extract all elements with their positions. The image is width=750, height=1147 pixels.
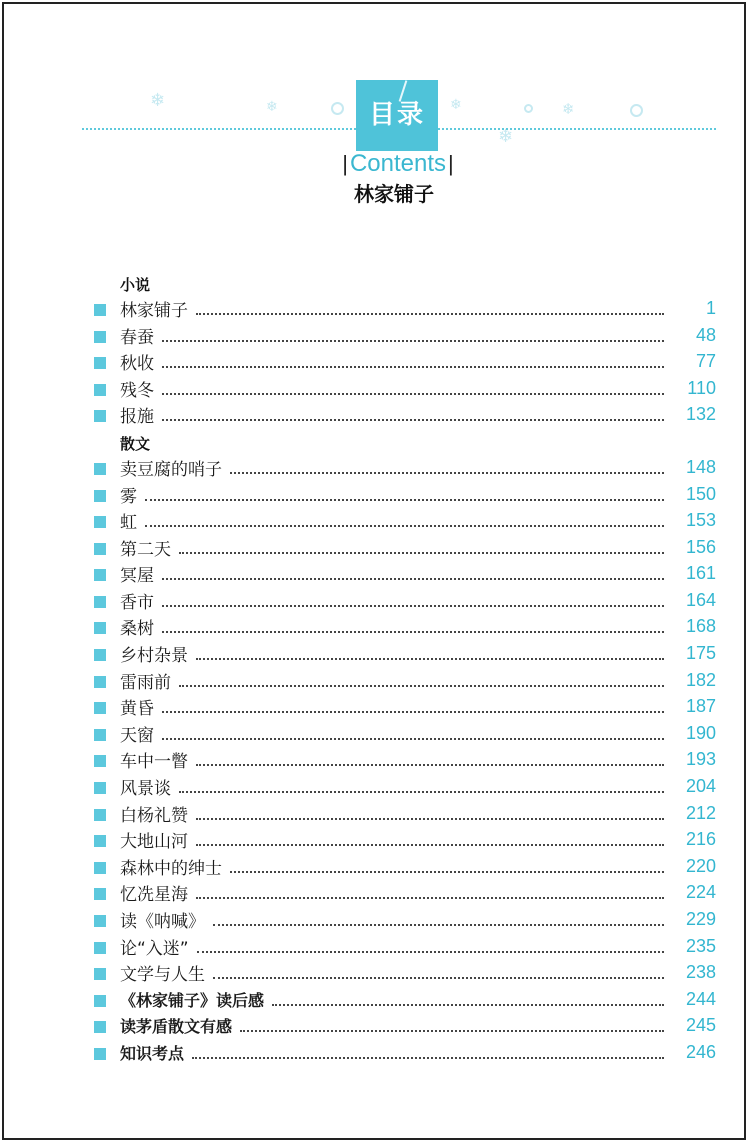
snowflake-icon: ❄ (266, 99, 278, 115)
square-bullet-icon (94, 463, 106, 475)
section-heading: 散文 (120, 435, 151, 453)
square-bullet-icon (94, 888, 106, 900)
snowflake-icon: ❄ (562, 100, 575, 118)
dot-leader (179, 685, 664, 687)
dot-leader (197, 951, 664, 953)
toc-entry[interactable] (94, 826, 716, 852)
entry-page: 204 (685, 775, 716, 796)
entry-page: 229 (685, 908, 716, 929)
dot-leader (162, 738, 664, 740)
toc-entry[interactable] (94, 375, 716, 401)
dot-leader (196, 313, 664, 315)
toc-entry[interactable] (94, 853, 716, 879)
entry-page: 161 (685, 562, 716, 583)
entry-title: 《林家铺子》读后感 (120, 990, 265, 1010)
square-bullet-icon (94, 862, 106, 874)
square-bullet-icon (94, 915, 106, 927)
toc-entry[interactable] (94, 613, 716, 639)
entry-title: 秋收 (120, 353, 154, 374)
toc-entry[interactable] (94, 879, 716, 905)
toc-entry[interactable] (94, 507, 716, 533)
entry-title: 读《呐喊》 (120, 911, 205, 932)
entry-page: 182 (685, 669, 716, 690)
entry-page: 168 (685, 615, 716, 636)
page-title: 目录 (368, 100, 425, 130)
entry-page: 238 (685, 961, 716, 982)
entry-title: 雷雨前 (120, 672, 171, 693)
snowflake-icon: ❄ (450, 97, 462, 113)
entry-page: 190 (685, 722, 716, 743)
dot-leader (196, 818, 664, 820)
entry-title: 雾 (120, 486, 137, 507)
toc-entry[interactable] (94, 959, 716, 985)
dot-leader (162, 393, 664, 395)
entry-title: 卖豆腐的哨子 (120, 459, 222, 480)
title-block (356, 80, 438, 151)
dot-leader (179, 552, 664, 554)
entry-page: 48 (695, 324, 716, 345)
entry-page: 246 (685, 1041, 716, 1062)
square-bullet-icon (94, 968, 106, 980)
toc-entry[interactable] (94, 773, 716, 799)
entry-title: 残冬 (120, 380, 154, 401)
contents-label: |Contents| (342, 150, 454, 177)
dot-leader (240, 1030, 664, 1032)
entry-page: 245 (685, 1014, 716, 1035)
dot-leader (230, 472, 664, 474)
entry-title: 读茅盾散文有感 (120, 1016, 233, 1036)
dot-leader (230, 871, 664, 873)
entry-page: 244 (685, 988, 716, 1009)
square-bullet-icon (94, 995, 106, 1007)
entry-page: 193 (685, 748, 716, 769)
snowflake-icon: ❄ (498, 126, 514, 147)
book-title: 林家铺子 (354, 182, 434, 206)
entry-title: 车中一瞥 (120, 751, 188, 772)
square-bullet-icon (94, 649, 106, 661)
entry-title: 天窗 (120, 725, 154, 746)
toc-entry[interactable] (94, 587, 716, 613)
dot-leader (179, 791, 664, 793)
entry-page: 216 (685, 828, 716, 849)
dot-leader (162, 419, 664, 421)
toc-entry[interactable] (94, 1039, 716, 1065)
entry-page: 1 (705, 297, 716, 318)
section-heading: 小说 (120, 276, 151, 294)
entry-title: 报施 (120, 406, 154, 427)
dot-leader (196, 658, 664, 660)
dot-leader (213, 977, 664, 979)
entry-page: 110 (687, 377, 716, 398)
entry-title: 森林中的绅士 (120, 858, 222, 879)
toc-entry[interactable] (94, 481, 716, 507)
square-bullet-icon (94, 676, 106, 688)
square-bullet-icon (94, 410, 106, 422)
square-bullet-icon (94, 1048, 106, 1060)
entry-title: 春蚕 (120, 327, 154, 348)
entry-page: 224 (685, 881, 716, 902)
square-bullet-icon (94, 357, 106, 369)
toc-entry[interactable] (94, 640, 716, 666)
dot-leader (162, 366, 664, 368)
dot-leader (162, 578, 664, 580)
dot-leader (162, 631, 664, 633)
entry-title: 风景谈 (120, 778, 171, 799)
toc-entry[interactable] (94, 401, 716, 427)
square-bullet-icon (94, 782, 106, 794)
toc-entry[interactable] (94, 1012, 716, 1038)
entry-title: 香市 (120, 592, 154, 613)
entry-page: 156 (685, 536, 716, 557)
toc-entry[interactable] (94, 720, 716, 746)
square-bullet-icon (94, 942, 106, 954)
square-bullet-icon (94, 622, 106, 634)
dot-leader (145, 499, 664, 501)
entry-title: 白杨礼赞 (120, 805, 188, 826)
entry-page: 235 (685, 935, 716, 956)
entry-page: 220 (685, 855, 716, 876)
entry-page: 212 (685, 802, 716, 823)
square-bullet-icon (94, 809, 106, 821)
toc-entry[interactable] (94, 667, 716, 693)
toc-entry[interactable] (94, 986, 716, 1012)
toc-entry[interactable] (94, 534, 716, 560)
toc-entry[interactable] (94, 906, 716, 932)
square-bullet-icon (94, 755, 106, 767)
entry-title: 第二天 (120, 539, 171, 560)
entry-title: 乡村杂景 (120, 645, 188, 666)
entry-page: 164 (685, 589, 716, 610)
dot-leader (272, 1004, 664, 1006)
entry-title: 林家铺子 (120, 300, 188, 321)
entry-page: 153 (685, 509, 716, 530)
square-bullet-icon (94, 304, 106, 316)
toc-entry[interactable] (94, 800, 716, 826)
square-bullet-icon (94, 729, 106, 741)
entry-page: 187 (685, 695, 716, 716)
toc-entry[interactable] (94, 693, 716, 719)
entry-title: 忆冼星海 (120, 884, 188, 905)
entry-title: 虹 (120, 512, 137, 533)
square-bullet-icon (94, 569, 106, 581)
dot-leader (196, 897, 664, 899)
toc-entry[interactable] (94, 322, 716, 348)
circle-ornament (630, 104, 643, 117)
snowflake-icon: ❄ (150, 90, 166, 111)
entry-title: 知识考点 (120, 1043, 185, 1063)
entry-title: 大地山河 (120, 831, 188, 852)
circle-ornament (331, 102, 344, 115)
square-bullet-icon (94, 596, 106, 608)
dot-leader (192, 1057, 664, 1059)
toc-entry[interactable] (94, 560, 716, 586)
toc-entry[interactable] (94, 348, 716, 374)
dot-leader (162, 340, 664, 342)
dot-leader (213, 924, 664, 926)
entry-title: 黄昏 (120, 698, 154, 719)
entry-page: 175 (685, 642, 716, 663)
dot-leader (162, 711, 664, 713)
square-bullet-icon (94, 702, 106, 714)
entry-page: 148 (685, 456, 716, 477)
dot-leader (196, 844, 664, 846)
circle-ornament (524, 104, 533, 113)
toc-page (2, 2, 746, 1140)
toc-entry[interactable] (94, 454, 716, 480)
square-bullet-icon (94, 490, 106, 502)
square-bullet-icon (94, 1021, 106, 1033)
entry-title: 桑树 (120, 618, 154, 639)
entry-title: 论“入迷” (120, 938, 189, 959)
square-bullet-icon (94, 543, 106, 555)
entry-page: 150 (685, 483, 716, 504)
square-bullet-icon (94, 384, 106, 396)
dot-leader (145, 525, 664, 527)
dot-leader (162, 605, 664, 607)
dot-leader (196, 764, 664, 766)
square-bullet-icon (94, 835, 106, 847)
contents-text: Contents (349, 150, 447, 177)
entry-title: 文学与人生 (120, 964, 205, 985)
entry-page: 77 (695, 350, 716, 371)
square-bullet-icon (94, 331, 106, 343)
toc-entry[interactable] (94, 933, 716, 959)
square-bullet-icon (94, 516, 106, 528)
toc-entry[interactable] (94, 746, 716, 772)
entry-page: 132 (685, 403, 716, 424)
entry-title: 冥屋 (120, 565, 154, 586)
toc-entry[interactable] (94, 295, 716, 321)
